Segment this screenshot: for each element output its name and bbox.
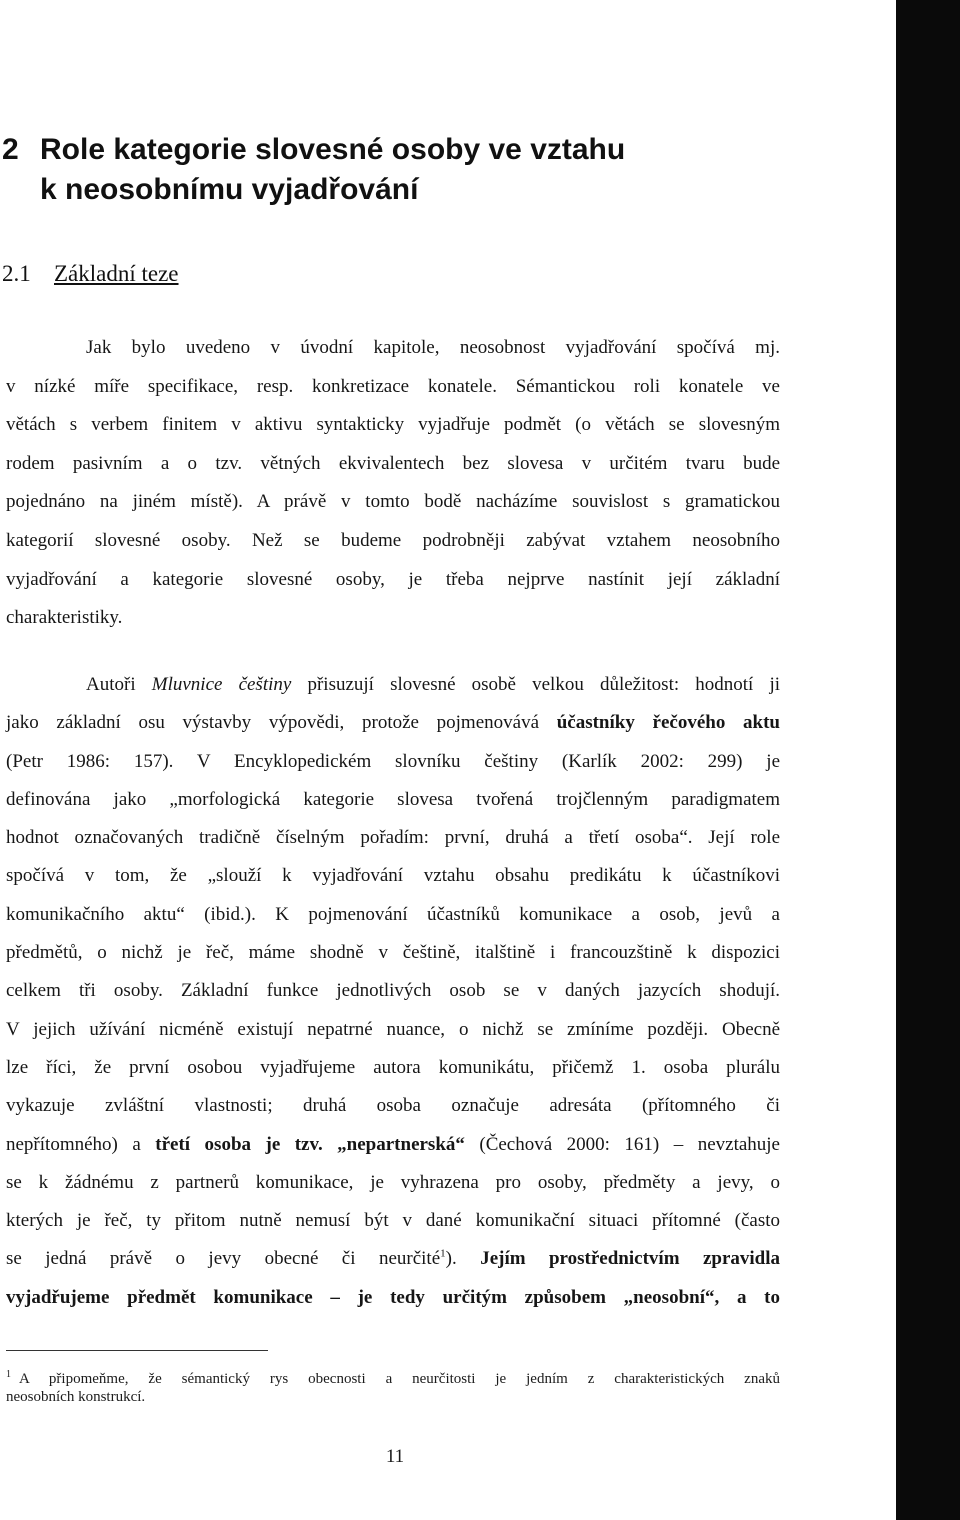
footnote-line [6,1364,780,1386]
paragraph-line: definována jako „morfologická kategorie slovesa tvořená trojčlenným paradigmatem [6,788,780,810]
footnote-mark: 1 [6,1369,11,1380]
paragraph-line: pojednáno na jiném místě). A právě v tomto bodě nacházíme souvislost s gramatickou [6,491,780,513]
paragraph-line: větách s verbem finitem v aktivu syntakticky vyjadřuje podmět (o větách se slovesným [6,414,780,436]
book-title-italic: Mluvnice češtiny [151,674,292,695]
paragraph-line: se k žádnému z partnerů komunikace, je vyhrazena pro osoby, předměty a jevy, o [6,1171,780,1193]
text-run: nepřítomného) a [6,1133,156,1155]
bold-term: účastníky řečového aktu [556,712,780,734]
footnote-separator [6,1350,268,1351]
bold-term: Jejím prostřednictvím zpravidla [480,1248,781,1270]
chapter-title [2,130,822,210]
paragraph-line [6,1240,780,1278]
paragraph-line: vyjadřování a kategorie slovesné osoby, je třeba nejprve nastínit její základní [6,568,780,590]
paragraph-line [6,1126,780,1164]
chapter-number: 2 [2,133,19,166]
paragraph-line: V jejich užívání nicméně existují nepatrné nuance, o nichž se zmíníme později. Obecně [6,1018,780,1040]
chapter-title-line1 [2,130,822,170]
paragraph-line: lze říci, že první osobou vyjadřujeme autora komunikátu, přičemž 1. osoba plurálu [6,1056,780,1078]
paragraph-line: celkem tři osoby. Základní funkce jednotlivých osob se v daných jazycích shodují. [6,980,780,1002]
chapter-title-text-1: Role kategorie slovesné osoby ve vztahu [40,133,626,166]
text-run: přisuzují slovesné osobě velkou důležitost: hodnotí ji [291,674,781,695]
text-run: (Čechová 2000: 161) – nevztahuje [464,1133,780,1155]
footnote-line: neosobních konstrukcí. [6,1389,146,1405]
section-title: Základní teze [54,261,179,286]
footnote [6,1364,780,1408]
paragraph-line: předmětů, o nichž je řeč, máme shodně v češtině, italštině i francouzštině k dispozici [6,942,780,964]
section-heading [2,258,179,290]
section-number: 2.1 [2,261,31,286]
scan-dark-edge [896,0,960,1520]
paragraph-line: kategorií slovesné osoby. Než se budeme podrobněji zabývat vztahem neosobního [6,529,780,551]
paragraph-line [6,666,780,704]
paragraph-line: charakteristiky. [6,607,123,629]
text-run: se jedná právě o jevy obecné či neurčité [6,1248,441,1270]
paragraph-line: (Petr 1986: 157). V Encyklopedickém slovníku češtiny (Karlík 2002: 299) je [6,750,780,772]
paragraph-line: Jak bylo uvedeno v úvodní kapitole, neosobnost vyjadřování spočívá mj. [86,337,780,358]
paragraph-line: vyjadřujeme předmět komunikace – je tedy určitým způsobem „neosobní“, a to [6,1286,780,1308]
paragraph-line [6,704,780,742]
chapter-title-text-2: k neosobnímu vyjadřování [40,173,419,206]
paragraph-line: rodem pasivním a o tzv. větných ekvivalentech bez slovesa v určitém tvaru bude [6,452,780,474]
paragraph-line: v nízké míře specifikace, resp. konkretizace konatele. Sémantickou roli konatele ve [6,375,780,397]
text-run: jako základní osu výstavby výpovědi, protože pojmenovává [6,712,557,734]
paragraph-line: vykazuje zvláštní vlastnosti; druhá osoba označuje adresáta (přítomného či [6,1095,780,1117]
bold-term: třetí osoba je tzv. „nepartnerská“ [155,1133,465,1155]
paragraph-2 [6,666,780,1317]
text-run: Autoři [86,674,152,695]
text-run: ). [445,1248,481,1270]
paragraph-line: hodnot označovaných tradičně číselným pořadím: první, druhá a třetí osoba“. Její role [6,827,780,849]
page-number: 11 [385,1446,405,1467]
paragraph-1 [6,329,780,638]
paragraph-line: kterých je řeč, ty přitom nutně nemusí být v dané komunikační situaci přítomné (často [6,1210,780,1232]
footnote-text: A připomeňme, že sémantický rys obecnosti a neurčitosti je jedním z charakteristických znaků [19,1371,780,1387]
footnote-reference[interactable]: 1 [440,1248,446,1261]
paragraph-line: komunikačního aktu“ (ibid.). K pojmenování účastníků komunikace a osob, jevů a [6,903,780,925]
paragraph-line: spočívá v tom, že „slouží k vyjadřování vztahu obsahu predikátu k účastníkovi [6,865,780,887]
